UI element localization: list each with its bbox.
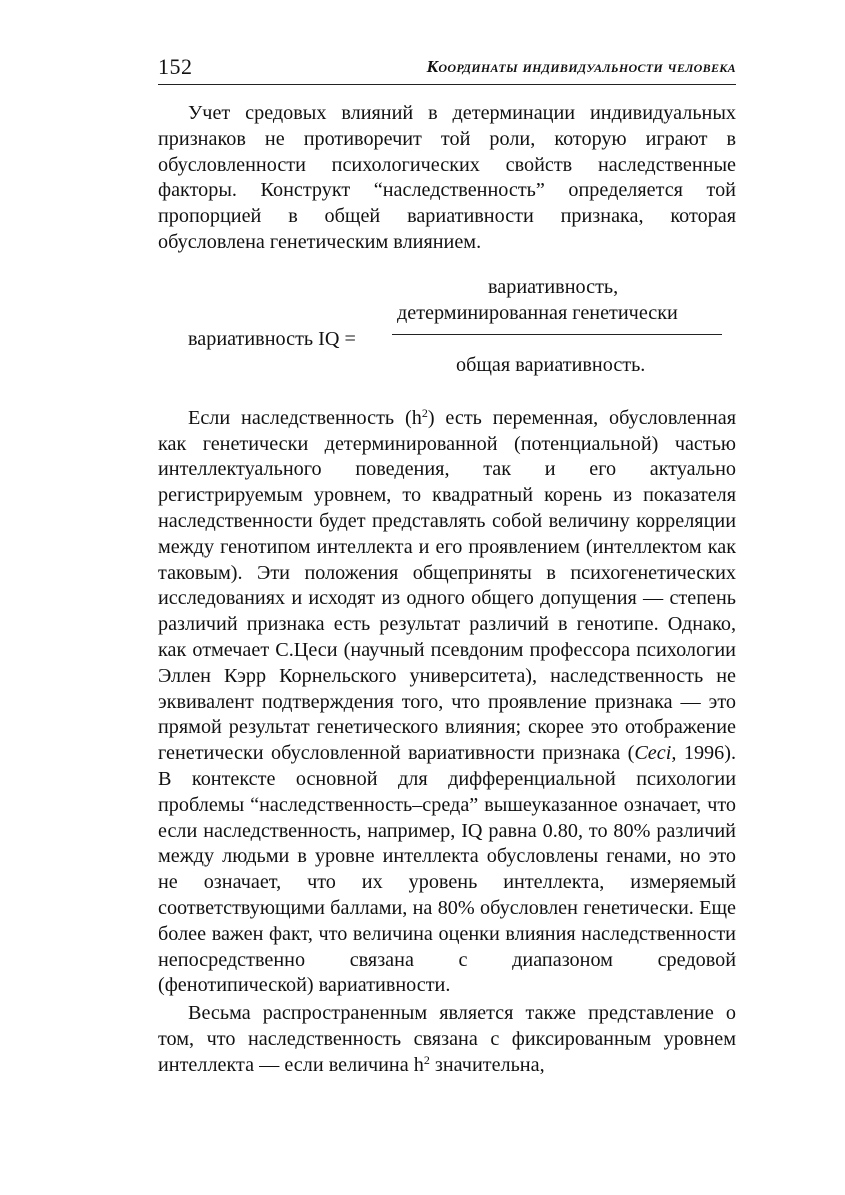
heritability-formula (158, 266, 736, 384)
page-header (158, 50, 736, 85)
fraction-bar (392, 334, 722, 335)
formula-label: вариативность IQ = (188, 327, 356, 350)
running-title: Координаты индивидуальности человека (426, 57, 736, 76)
paragraph-text: ) есть переменная, обусловленная как генетически детерминированной (потенциальной) частью интеллектуального поведения, так и его актуально регистрируемым уровнем, то квадратный корень из показателя наследственности будет представлять собой величину корреляции между генотипом интеллекта и его проявлением (интеллектом как таковым). Эти положения общеприняты в психогенетических исследованиях и исходят из одного общего допущения — степень различий признака есть результат различий в генотипе. Однако, как отмечает С.Цеси (научный псевдоним профессора психологии Эллен Кэрр Корнельского университета), наследственность не эквивалент подтверждения того, что проявление признака — это прямой результат генетического влияния; скорее это отображение генетически обусловленной вариативности признака ( (158, 406, 736, 765)
paragraph-fixed-level (158, 1001, 736, 1078)
paragraph-heritability (158, 406, 736, 999)
paragraph-intro: Учет средовых влияний в детерминации индивидуальных признаков не противоречит той роли, которую играют в обусловленности психологических свойств наследственные факторы. Конструкт “наследственность” определяется той пропорцией в общей вариативности признака, которая обусловлена генетическим влиянием. (158, 102, 736, 253)
paragraph-text: 1996). В контексте основной для дифференциальной психологии проблемы “наследственность–среда” вышеуказанное означает, что если наследственность, например, IQ равна 0.80, то 80% различий между людьми в уровне интеллекта обусловлены генами, но это не означает, что их уровень интеллекта, измеряемый соответствующими баллами, на 80% обусловлен генетически. Еще более важен факт, что величина оценки влияния наследственности непосредственно связана с диапазоном средовой (фенотипической) вариативности. (158, 742, 736, 997)
superscript: 2 (421, 405, 428, 420)
page-number: 152 (158, 54, 193, 79)
paragraph-text: значительна, (429, 1053, 545, 1076)
book-page (158, 50, 736, 1079)
superscript: 2 (423, 1052, 430, 1067)
formula-denominator: общая вариативность. (456, 353, 646, 376)
paragraph-text: Если наследственность (h (188, 406, 422, 429)
citation-author: Ceci, (634, 742, 677, 765)
formula-numerator-line1: вариативность, (488, 275, 619, 298)
paragraph-text: Весьма распространенным является также представление о том, что наследственность связана с фиксированным уровнем интеллекта — если величина h (158, 1002, 736, 1076)
formula-numerator-line2: детерминированная генетически (397, 301, 678, 324)
